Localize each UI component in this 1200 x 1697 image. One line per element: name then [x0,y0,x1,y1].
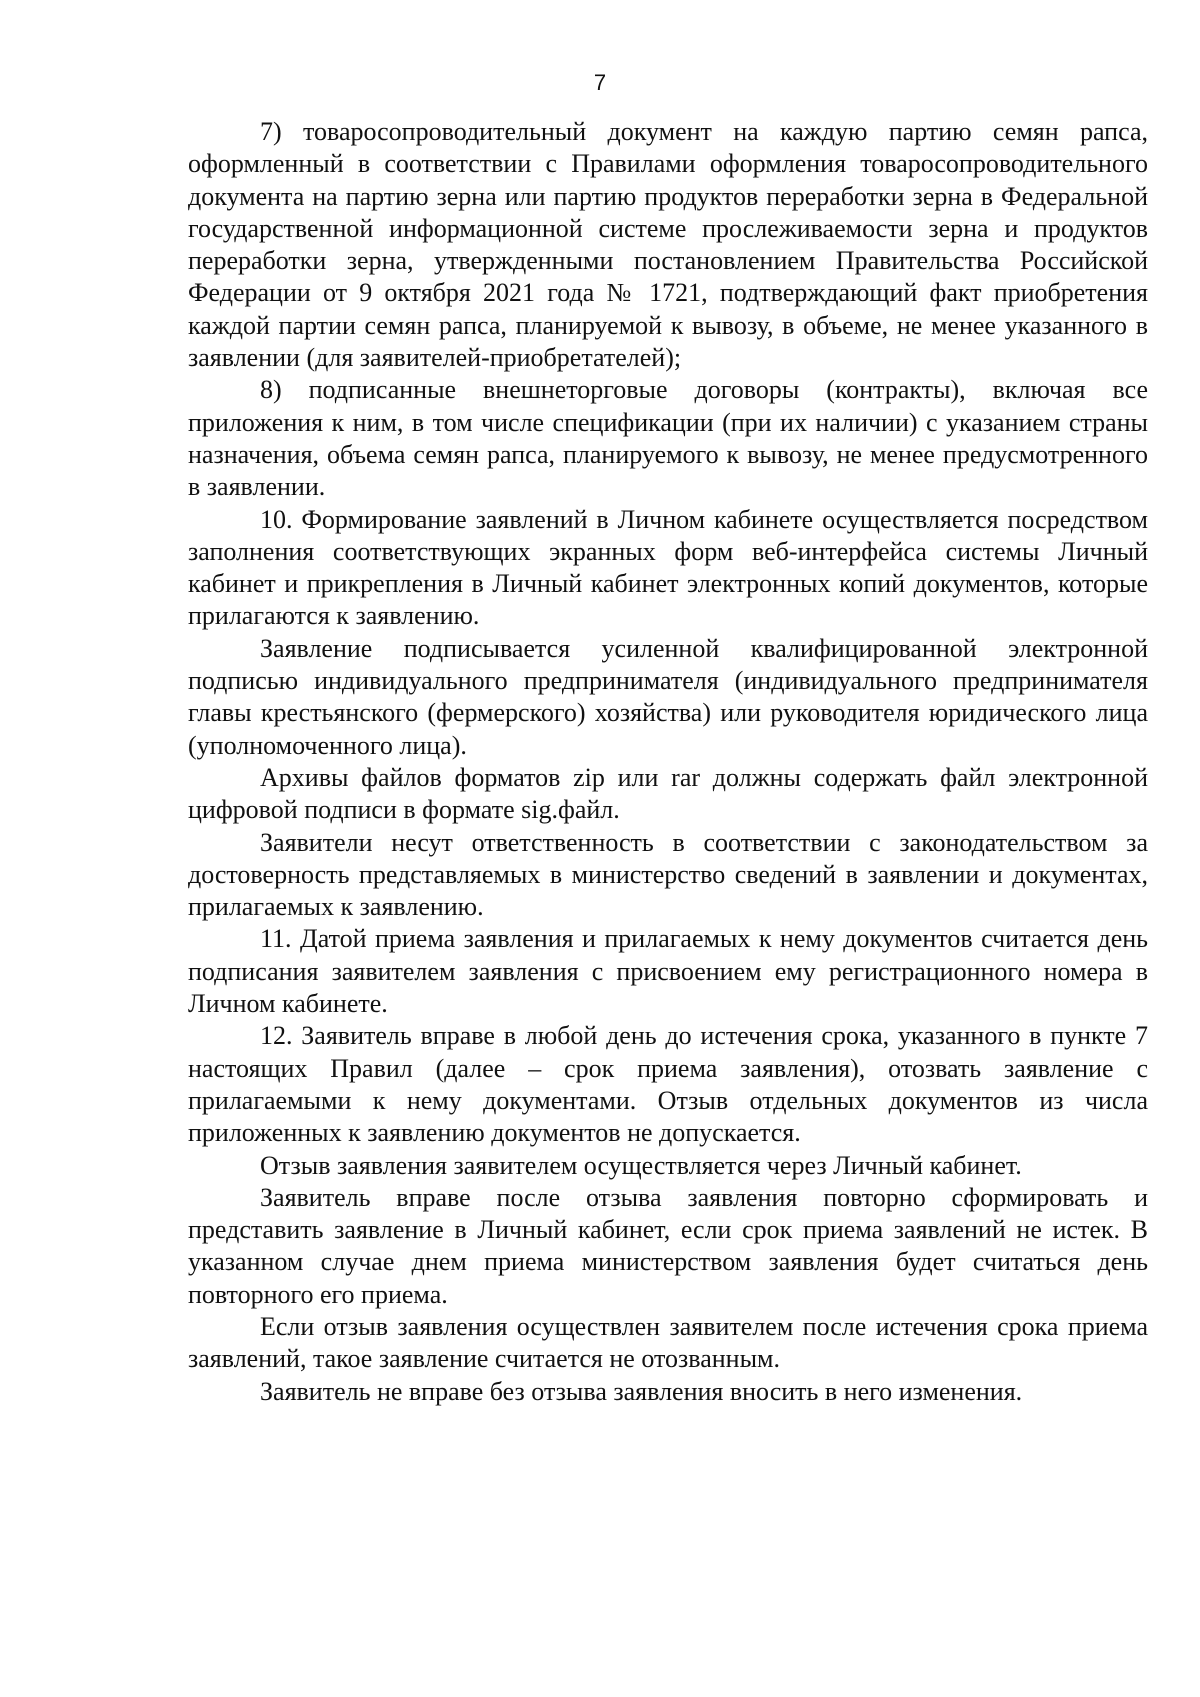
paragraph-item-8: 8) подписанные внешнеторговые договоры (контракты), включая все приложения к ним, в том числе спецификации (при их наличии) с указанием страны назначения, объема семян рапса, планируемого к вывозу, не менее предусмотренного в заявлении. [188,375,1148,502]
paragraph-resubmission: Заявитель вправе после отзыва заявления повторно сформировать и представить заявление в Личный кабинет, если срок приема заявлений не истек. В указанном случае днем приема министерством заявления будет считаться день повторного его приема. [188,1182,1148,1309]
paragraph-applicant-responsibility: Заявители несут ответственность в соответствии с законодательством за достоверность представляемых в министерство сведений в заявлении и документах, прилагаемых к заявлению. [188,827,1148,922]
document-body [188,116,1148,1408]
paragraph-withdrawal-method: Отзыв заявления заявителем осуществляется через Личный кабинет. [260,1150,1022,1180]
paragraph-item-7: 7) товаросопроводительный документ на каждую партию семян рапса, оформленный в соответствии с Правилами оформления товаросопроводительного документа на партию зерна или партию продуктов переработки зерна в Федеральной государственной информационной системе прослеживаемости зерна и продуктов переработки зерна, утвержденными постановлением Правительства Российской Федерации от 9 октября 2021 года № 1721, подтверждающий факт приобретения каждой партии семян рапса, планируемой к вывозу, в объеме, не менее указанного в заявлении (для заявителей-приобретателей); [188,117,1148,373]
paragraph-late-withdrawal: Если отзыв заявления осуществлен заявителем после истечения срока приема заявлений, такое заявление считается не отозванным. [188,1311,1148,1374]
page-number: 7 [593,70,607,95]
paragraph-clause-11: 11. Датой приема заявления и прилагаемых к нему документов считается день подписания заявителем заявления с присвоением ему регистрационного номера в Личном кабинете. [188,924,1148,1019]
paragraph-no-changes: Заявитель не вправе без отзыва заявления вносить в него изменения. [260,1376,1023,1406]
paragraph-signature-requirement: Заявление подписывается усиленной квалифицированной электронной подписью индивидуального предпринимателя (индивидуального предпринимателя главы крестьянского (фермерского) хозяйства) или руководителя юридического лица (уполномоченного лица). [188,633,1148,760]
paragraph-clause-12: 12. Заявитель вправе в любой день до истечения срока, указанного в пункте 7 настоящих Правил (далее – срок приема заявления), отозвать заявление с прилагаемыми к нему документами. Отзыв отдельных документов из числа приложенных к заявлению документов не допускается. [188,1021,1148,1148]
paragraph-archive-formats: Архивы файлов форматов zip или rar должны содержать файл электронной цифровой подписи в формате sig.файл. [188,762,1148,825]
paragraph-clause-10: 10. Формирование заявлений в Личном кабинете осуществляется посредством заполнения соответствующих экранных форм веб-интерфейса системы Личный кабинет и прикрепления в Личный кабинет электронных копий документов, которые прилагаются к заявлению. [188,504,1148,631]
